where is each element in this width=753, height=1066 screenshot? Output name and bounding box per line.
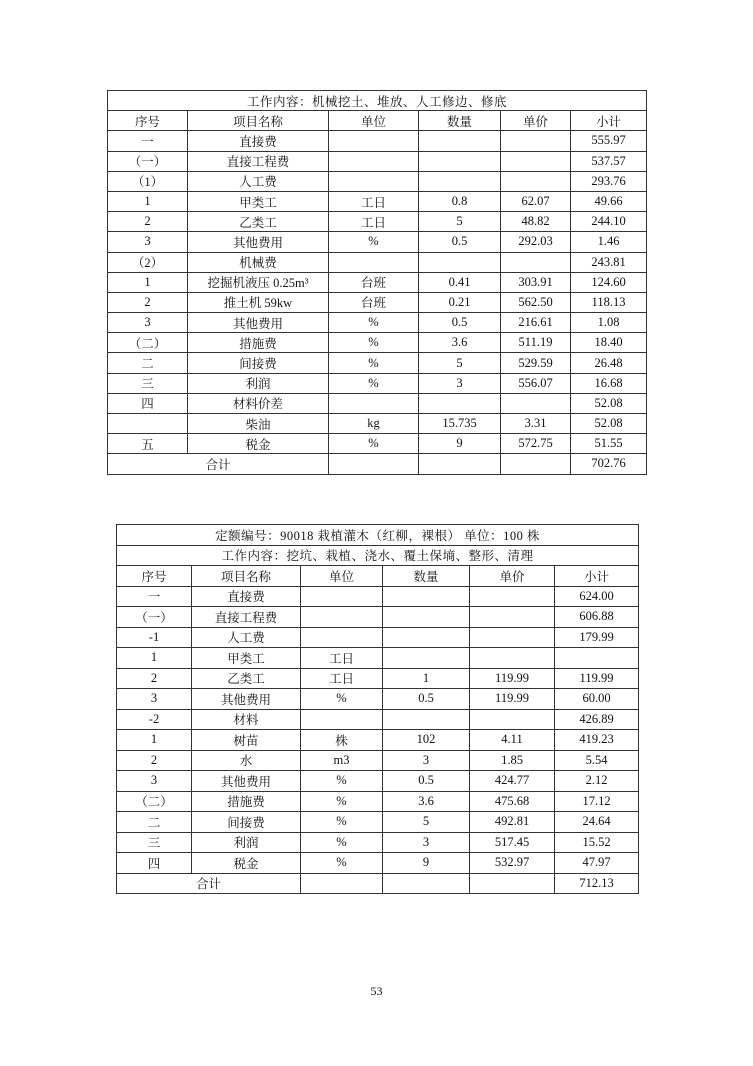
table-cell: 4.11: [470, 730, 555, 751]
table-cell: （二）: [117, 791, 192, 812]
table-cell: %: [301, 771, 383, 792]
table-row: [108, 414, 647, 434]
table-cell: %: [329, 313, 419, 333]
total-cell: 712.13: [555, 873, 639, 894]
table-row: [117, 812, 639, 833]
table-cell: 3: [108, 232, 188, 252]
table-cell: 工日: [301, 668, 383, 689]
table-cell: 1: [117, 730, 192, 751]
table-cell: （一）: [108, 151, 188, 171]
total-row: [108, 454, 647, 474]
table-cell: 0.21: [419, 292, 501, 312]
table-cell: 工日: [329, 212, 419, 232]
table-cell: 台班: [329, 272, 419, 292]
table-row: [117, 607, 639, 628]
table-cell: 3: [419, 373, 501, 393]
table-cell: 293.76: [571, 171, 647, 191]
table-cell: [501, 252, 571, 272]
total-cell: 702.76: [571, 454, 647, 474]
table-cell: 利润: [188, 373, 329, 393]
table-cell: [419, 151, 501, 171]
table-cell: 其他费用: [188, 232, 329, 252]
table-cell: 119.99: [555, 668, 639, 689]
table-row: [117, 750, 639, 771]
table-cell: %: [301, 689, 383, 710]
table-row: [108, 393, 647, 413]
table-title: 定额编号：90018 栽植灌木（红柳，裸根） 单位：100 株: [117, 525, 639, 546]
table-row: [108, 313, 647, 333]
table-row: [108, 131, 647, 151]
table-cell: 475.68: [470, 791, 555, 812]
table-title-row: [108, 91, 647, 111]
table-cell: 492.81: [470, 812, 555, 833]
table-cell: [329, 131, 419, 151]
table-cell: 426.89: [555, 709, 639, 730]
table-cell: 3: [383, 832, 470, 853]
column-header: 数量: [383, 566, 470, 587]
table-header-row: [117, 566, 639, 587]
total-label: 合计: [108, 454, 329, 474]
table-cell: 15.52: [555, 832, 639, 853]
table-cell: 243.81: [571, 252, 647, 272]
table-cell: 3.6: [383, 791, 470, 812]
table-cell: 其他费用: [192, 771, 301, 792]
table-cell: [108, 414, 188, 434]
table-cell: 303.91: [501, 272, 571, 292]
table-row: [117, 689, 639, 710]
table-cell: [329, 393, 419, 413]
column-header: 数量: [419, 111, 501, 131]
table-row: [117, 853, 639, 874]
table-cell: 二: [108, 353, 188, 373]
table-cell: 直接费: [188, 131, 329, 151]
table-cell: 51.55: [571, 434, 647, 454]
table-cell: 0.5: [383, 689, 470, 710]
table-cell: [301, 627, 383, 648]
table-row: [108, 171, 647, 191]
table-cell: [470, 709, 555, 730]
table-cell: 5: [419, 212, 501, 232]
table-cell: 一: [108, 131, 188, 151]
table-cell: （2）: [108, 252, 188, 272]
table-cell: 511.19: [501, 333, 571, 353]
table-cell: 间接费: [188, 353, 329, 373]
table-cell: [419, 252, 501, 272]
table-cell: 五: [108, 434, 188, 454]
table-cell: 税金: [192, 853, 301, 874]
table-cell: 利润: [192, 832, 301, 853]
table-cell: 3.31: [501, 414, 571, 434]
table-cell: 2: [117, 750, 192, 771]
table-title: 工作内容：挖坑、栽植、浇水、覆土保墒、整形、清理: [117, 545, 639, 566]
table-cell: 0.5: [383, 771, 470, 792]
table-cell: 直接工程费: [192, 607, 301, 628]
table-cell: [419, 131, 501, 151]
table-row: [108, 333, 647, 353]
table-cell: 424.77: [470, 771, 555, 792]
table-cell: 26.48: [571, 353, 647, 373]
table-row: [108, 232, 647, 252]
table-cell: （1）: [108, 171, 188, 191]
table-cell: 树苗: [192, 730, 301, 751]
table-cell: [383, 586, 470, 607]
table-cell: -2: [117, 709, 192, 730]
table-header-row: [108, 111, 647, 131]
table-cell: [501, 393, 571, 413]
table-cell: 49.66: [571, 191, 647, 211]
table-cell: 一: [117, 586, 192, 607]
table-cell: [329, 171, 419, 191]
table-title-row: [117, 545, 639, 566]
table-cell: 材料价差: [188, 393, 329, 413]
table-cell: [470, 607, 555, 628]
table-cell: 5: [419, 353, 501, 373]
table-cell: %: [301, 791, 383, 812]
table-cell: 机械费: [188, 252, 329, 272]
table-cell: [383, 627, 470, 648]
table-cell: 甲类工: [192, 648, 301, 669]
table-cell: 556.07: [501, 373, 571, 393]
cost-table-excavation: [107, 90, 647, 475]
table-cell: 1.46: [571, 232, 647, 252]
table-cell: [470, 648, 555, 669]
table-cell: 179.99: [555, 627, 639, 648]
table-row: [117, 771, 639, 792]
table-cell: 材料: [192, 709, 301, 730]
table-cell: 52.08: [571, 393, 647, 413]
column-header: 序号: [108, 111, 188, 131]
table-row: [108, 373, 647, 393]
table-row: [108, 292, 647, 312]
table-cell: 562.50: [501, 292, 571, 312]
table-cell: [329, 151, 419, 171]
cost-table-shrub-planting: [116, 524, 639, 894]
table-row: [108, 434, 647, 454]
table-cell: 517.45: [470, 832, 555, 853]
table-cell: 62.07: [501, 191, 571, 211]
table-cell: 工日: [301, 648, 383, 669]
table-cell: 24.64: [555, 812, 639, 833]
total-row: [117, 873, 639, 894]
table-cell: 2: [108, 292, 188, 312]
table-cell: -1: [117, 627, 192, 648]
page-number: 53: [370, 984, 383, 998]
table-cell: 5.54: [555, 750, 639, 771]
table-cell: 0.5: [419, 232, 501, 252]
table-cell: 1: [117, 648, 192, 669]
table-cell: 17.12: [555, 791, 639, 812]
table-cell: [470, 627, 555, 648]
table-cell: 0.5: [419, 313, 501, 333]
table-cell: 三: [108, 373, 188, 393]
column-header: 单位: [329, 111, 419, 131]
table-cell: [383, 648, 470, 669]
column-header: 项目名称: [192, 566, 301, 587]
table-cell: [470, 586, 555, 607]
table-cell: 台班: [329, 292, 419, 312]
table-title-row: [117, 525, 639, 546]
table-cell: 47.97: [555, 853, 639, 874]
table-cell: 二: [117, 812, 192, 833]
table-row: [117, 627, 639, 648]
table-cell: 2: [108, 212, 188, 232]
table-cell: 0.41: [419, 272, 501, 292]
total-cell: [470, 873, 555, 894]
table-row: [117, 730, 639, 751]
table-cell: 52.08: [571, 414, 647, 434]
table-row: [108, 191, 647, 211]
total-cell: [329, 454, 419, 474]
table-cell: 119.99: [470, 668, 555, 689]
table-cell: 119.99: [470, 689, 555, 710]
column-header: 序号: [117, 566, 192, 587]
table-cell: 间接费: [192, 812, 301, 833]
table-cell: 2: [117, 668, 192, 689]
table-cell: 直接费: [192, 586, 301, 607]
table-cell: 0.8: [419, 191, 501, 211]
table-row: [108, 212, 647, 232]
table-cell: [383, 709, 470, 730]
table-cell: 1: [108, 272, 188, 292]
table-cell: 乙类工: [192, 668, 301, 689]
table-cell: %: [301, 812, 383, 833]
table-cell: 甲类工: [188, 191, 329, 211]
table-cell: 株: [301, 730, 383, 751]
table-cell: 419.23: [555, 730, 639, 751]
table-cell: 555.97: [571, 131, 647, 151]
table-cell: 措施费: [192, 791, 301, 812]
total-cell: [301, 873, 383, 894]
table-row: [117, 709, 639, 730]
table-cell: 1: [383, 668, 470, 689]
table-cell: （二）: [108, 333, 188, 353]
table-cell: 124.60: [571, 272, 647, 292]
table-cell: 1.85: [470, 750, 555, 771]
table-cell: [301, 607, 383, 628]
table-row: [117, 791, 639, 812]
table-cell: 18.40: [571, 333, 647, 353]
table-cell: %: [329, 333, 419, 353]
total-cell: [501, 454, 571, 474]
total-label: 合计: [117, 873, 301, 894]
table-row: [108, 151, 647, 171]
table-cell: 2.12: [555, 771, 639, 792]
table-row: [117, 648, 639, 669]
table-cell: [419, 171, 501, 191]
table-cell: 水: [192, 750, 301, 771]
column-header: 小计: [571, 111, 647, 131]
table-cell: 3: [383, 750, 470, 771]
table-cell: 3.6: [419, 333, 501, 353]
table-row: [117, 668, 639, 689]
table-cell: 乙类工: [188, 212, 329, 232]
column-header: 项目名称: [188, 111, 329, 131]
table-cell: 216.61: [501, 313, 571, 333]
table-cell: 532.97: [470, 853, 555, 874]
table-row: [108, 272, 647, 292]
table-cell: 措施费: [188, 333, 329, 353]
table-cell: m3: [301, 750, 383, 771]
table-cell: 人工费: [188, 171, 329, 191]
table-row: [117, 832, 639, 853]
table-cell: %: [329, 434, 419, 454]
table-title: 工作内容：机械挖土、堆放、人工修边、修底: [108, 91, 647, 111]
table-cell: %: [301, 853, 383, 874]
table-cell: 其他费用: [192, 689, 301, 710]
table-cell: 税金: [188, 434, 329, 454]
column-header: 单价: [501, 111, 571, 131]
table-row: [108, 353, 647, 373]
table-cell: 1: [108, 191, 188, 211]
table-cell: 529.59: [501, 353, 571, 373]
table-cell: 推土机 59kw: [188, 292, 329, 312]
table-cell: 三: [117, 832, 192, 853]
table-cell: %: [329, 353, 419, 373]
table-cell: 3: [117, 771, 192, 792]
table-cell: 102: [383, 730, 470, 751]
table-row: [117, 586, 639, 607]
table-cell: [329, 252, 419, 272]
table-cell: [555, 648, 639, 669]
table-cell: 3: [108, 313, 188, 333]
table-cell: 292.03: [501, 232, 571, 252]
table-cell: 人工费: [192, 627, 301, 648]
column-header: 单价: [470, 566, 555, 587]
table-cell: 四: [108, 393, 188, 413]
table-cell: kg: [329, 414, 419, 434]
table-cell: 624.00: [555, 586, 639, 607]
table-cell: [383, 607, 470, 628]
table-cell: 直接工程费: [188, 151, 329, 171]
table-cell: 16.68: [571, 373, 647, 393]
table-cell: [501, 151, 571, 171]
table-cell: 柴油: [188, 414, 329, 434]
total-cell: [419, 454, 501, 474]
column-header: 小计: [555, 566, 639, 587]
table-cell: 9: [419, 434, 501, 454]
table-cell: 606.88: [555, 607, 639, 628]
total-cell: [383, 873, 470, 894]
table-cell: 48.82: [501, 212, 571, 232]
table-cell: 60.00: [555, 689, 639, 710]
table-cell: %: [329, 373, 419, 393]
table-cell: %: [329, 232, 419, 252]
table-cell: 工日: [329, 191, 419, 211]
table-cell: [419, 393, 501, 413]
table-cell: 9: [383, 853, 470, 874]
table-cell: 1.08: [571, 313, 647, 333]
table-cell: [301, 709, 383, 730]
table-cell: 其他费用: [188, 313, 329, 333]
column-header: 单位: [301, 566, 383, 587]
table-cell: 572.75: [501, 434, 571, 454]
table-cell: [301, 586, 383, 607]
table-cell: 3: [117, 689, 192, 710]
table-cell: 挖掘机液压 0.25m³: [188, 272, 329, 292]
table-row: [108, 252, 647, 272]
table-cell: 5: [383, 812, 470, 833]
table-cell: [501, 171, 571, 191]
table-cell: 15.735: [419, 414, 501, 434]
table-cell: %: [301, 832, 383, 853]
table-cell: （一）: [117, 607, 192, 628]
table-cell: 537.57: [571, 151, 647, 171]
table-cell: [501, 131, 571, 151]
table-cell: 118.13: [571, 292, 647, 312]
table-cell: 四: [117, 853, 192, 874]
table-cell: 244.10: [571, 212, 647, 232]
